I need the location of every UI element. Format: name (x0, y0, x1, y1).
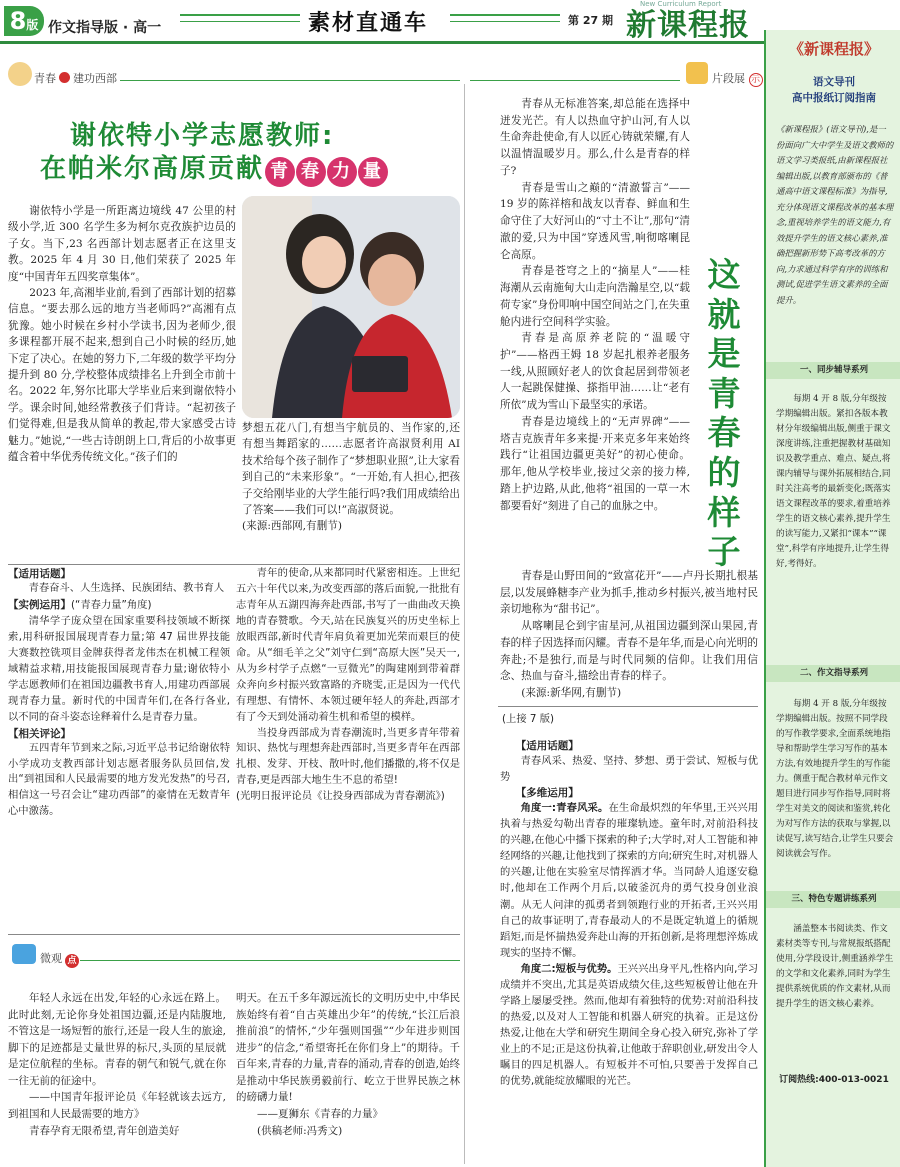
sidebar-series-1-body: 每期 4 开 8 版,分年级按学期编辑出版。紧扣各版本教材分年级编辑出版,侧重于课文深度讲练,注重把握教材基础知识及教学重点、难点、疑点,将课内辅导与课外拓展相结合,同时关注高考的最新变化;既落实语文课程改革的要求,着重培养学生的语文核心素养,提升学生的读写能力,又紧扣“课本”“课堂”,科学有序地提升,让学生得好,考得好。 (776, 394, 891, 570)
vertical-title (695, 255, 753, 572)
sidebar-series-3-heading: 三、特色专题讲练系列 (766, 891, 900, 908)
weiguan-source: ——中国青年报评论员《年轻就该去远方,到祖国和人民最需要的地方》 (8, 1091, 226, 1121)
section-divider (8, 934, 460, 935)
comment-text: 五四青年节到来之际,习近平总书记给谢依特小学成功支教西部计划志愿者服务队员回信,发出“到祖国和人民最需要的地方发光发热”的号召,相信这一号召会让“建功西部”的豪情在无数青年心中激荡。 (8, 741, 230, 818)
sidebar-subtitle-1: 语文导刊 (813, 76, 855, 88)
article-body-right (242, 420, 460, 535)
vertical-title-char: 就 (707, 294, 741, 334)
continued-note: (上接 7 版) (502, 713, 555, 725)
sidebar-hotline: 订阅热线:400-013-0021 (779, 1075, 889, 1085)
tag-dot-icon (59, 72, 70, 83)
topic-text: 青春风采、热爱、坚持、梦想、勇于尝试、短板与优势 (500, 755, 758, 784)
pen-icon (12, 944, 36, 964)
tag-rule (120, 80, 460, 81)
sidebar-series-2-body: 每期 4 开 8 版,分年级按学期编辑出版。按照不同学段的写作教学要求,全面系统地指导和帮助学生学习写作的基本方法,有效地提升学生的写作能力。侧重于配合教材单元作文题目进行同步写作指导,同时将学生对美文的阅读和鉴赏,转化为对写作方法的获取与掌握,以读促写,读写结合,让学生只要会阅读就会写作。 (776, 699, 894, 860)
right-article-bottom (500, 568, 758, 702)
teacher-student-photo-icon (242, 196, 460, 418)
issue-number: 第 27 期 (568, 14, 613, 27)
analysis-column-2 (236, 566, 460, 805)
column-tag-left (34, 70, 117, 86)
sidebar-series-3-body: 涵盖整本书阅读类、作文素材类等专刊,与常规报纸搭配使用,分学段设计,侧重涵养学生的文学和文化素养,同时为学生提供系统优质的作文素材,从而提升学生的语文核心素养。 (776, 924, 894, 1010)
tag-weiguan-a: 微观 (40, 952, 62, 965)
use-angle: (“青春力量”角度) (71, 598, 152, 611)
weiguan-paragraph: 青春孕育无限希望,青年创造美好 (29, 1124, 180, 1137)
analysis-column-1 (8, 566, 230, 820)
article-photo (242, 196, 460, 418)
newspaper-name: 新课程报 (626, 8, 750, 43)
column-rule (464, 84, 465, 1164)
headline-line-2 (40, 148, 388, 187)
comment-paragraph: 青年的使命,从来都同时代紧密相连。上世纪五六十年代以来,为改变西部的落后面貌,一批批有志青年从五湖四海奔赴西部,书写了一曲曲改天换地的青春赞歌。今天,站在民族复兴的历史坐标上放眼西部,新时代青年肩负着更加光荣而艰巨的使命。从“细毛羊之父”刘守仁到“高原大医”吴天一,从为乡村学子点燃“一豆微光”的陶建刚到带着群众奔向乡村振兴致富路的齐晓雯,正是因为一代代有理想、有情怀、本领过硬年轻人的奔赴,西部才有了今天到处涌动着生机和希望的模样。 (236, 567, 460, 723)
tag-rule-right (470, 80, 680, 81)
pencil-icon (686, 62, 708, 84)
headline-line-2-text: 在帕米尔高原贡献 (40, 154, 265, 184)
comment-paragraph: 当投身西部成为青春潮流时,当更多青年带着知识、热忱与理想奔赴西部时,当更多青年在西部扎根、发芽、开枝、散叶时,他们播撒的,将不仅是青春,更是西部大地生生不息的希望! (236, 726, 460, 787)
article-paragraph: 谢依特小学是一所距离边境线 47 公里的村级小学,近 300 名学生多为柯尔克孜族护边员的子女。当下,23 名西部计划志愿者正在这里支教。2025 年 4 月 30 日,他们荣获了 2025 年度“中国青年五四奖章集体”。 (8, 205, 236, 283)
weiguan-paragraph: 年轻人永远在出发,年轻的心永远在路上。此时此刻,无论你身处祖国边疆,还是内陆腹地,不管这是一场短暂的旅行,还是一段人生的旅途,脚下的足迹都是丈量世界的标尺,头顶的星辰就是定位航程的坐标。青春的朝气和锐气,就在你一往无前的征途中。 (8, 992, 226, 1087)
headline-bubble: 青 (265, 157, 295, 187)
vertical-title-char: 的 (707, 452, 741, 492)
right-paragraph: 青春是雪山之巅的“清澈誓言”——19 岁的陈祥榕和战友以青春、鲜血和生命守住了大好河山的“寸土不让”,那句“清澈的爱,只为中国”穿透风雪,响彻喀喇昆仑高原。 (500, 181, 690, 261)
vertical-title-char: 是 (707, 334, 741, 374)
right-paragraph: 青春是苍穹之上的“摘星人”——桂海潮从云南施甸大山走向浩瀚星空,以“载荷专家”身份叩响中国空间站之门,在失重舱内进行空间科学实验。 (500, 265, 690, 328)
headline-line-1: 谢依特小学志愿教师: (70, 121, 335, 151)
edition-label: 作文指导版 · 高一 (48, 20, 162, 36)
article-body-left (8, 203, 236, 466)
sidebar-series-2-heading: 二、作文指导系列 (766, 665, 900, 682)
comment-source: (光明日报评论员《让投身西部成为青春潮流》) (236, 790, 445, 803)
vertical-title-char: 样 (707, 492, 741, 532)
section-divider (498, 706, 758, 707)
section-title: 素材直通车 (308, 10, 429, 36)
headline-bubble: 量 (358, 157, 388, 187)
tag-right-b: 示 (749, 73, 763, 87)
page-number: 8 (9, 7, 27, 35)
page-number-suffix: 版 (26, 18, 39, 32)
right-paragraph: 青春从无标准答案,却总能在选择中迸发光芒。有人以热血守护山河,有人以生命奔赴使命,有人以匠心铸就荣耀,有人以温情温暖岁月。那么,什么是青春的样子? (500, 98, 690, 177)
use-label: 【实例运用】 (8, 598, 71, 611)
vertical-title-char: 子 (707, 532, 741, 572)
student-avatar-icon (8, 62, 32, 86)
weiguan-source: ——夏狮东《青春的力量》 (257, 1108, 383, 1121)
topic-label: 【适用话题】 (515, 740, 579, 752)
angle-1-text: 在生命最炽烈的年华里,王兴兴用执着与热爱勾勒出青春的璀璨轨迹。童年时,对前沿科技的兴趣,在他心中播下探索的种子;大学时,对人工智能和神经网络的兴趣,让他找到了探索的方向;研究生时,对机器人的兴趣,让他在实验室尽情挥洒才华。当同龄人追逐安稳时,他却在工作两个月后,以破釜沉舟的勇气投身创业浪潮。从无人问津的孤勇者到领跑行业的开拓者,王兴兴用自己的故事证明了,青春最动人的不是既定轨道上的循规蹈矩,而是怀揣热爱奔赴山海的开拓创新,是将理想淬炼成现实的坚持不懈。 (500, 802, 758, 959)
article-source: (来源:西部网,有删节) (242, 520, 342, 533)
vertical-title-char: 春 (707, 413, 741, 453)
header-ornament-right (450, 14, 560, 22)
article-paragraph: 2023 年,高湘毕业前,看到了西部计划的招募信息。“要去那么远的地方当老师吗?”高湘有点犹豫。她小时候在乡村小学读书,因为老师少,很多课程都开展不起来,想到自己小时候的经历,她下定了决心。在她的努力下,二年级的数学平均分提升到 80 分,学校整体成绩排名上升到全市前十名。2022 年,努尔比耶大学毕业后来到谢依特小学。课余时间,她经常教孩子们背诗。“起初孩子们觉得难,但是我从简单的教起,带大家感受古诗魅力。”她说,“一些古诗朗朗上口,背后的小故事更蕴含着中华优秀传统文化。”孩子们的 (8, 287, 236, 464)
use-text: 清华学子庞众望在国家重要科技领域不断探索,用科研报国展现青春力量;第 47 届世界技能大赛数控铣项目金牌获得者龙伟杰在机械工程领域精益求精,用技能报国展现青春力量;谢依特小学志愿教师们在祖国边疆教书育人,用建功西部展现青春力量。新时代的中国青年们,在各行各业,以不同的奋斗姿态诠释着什么是青春力量。 (8, 614, 230, 723)
comment-label: 【相关评论】 (8, 727, 71, 740)
headline-bubble: 力 (327, 157, 357, 187)
angle-2-text: 王兴兴出身平凡,性格内向,学习成绩并不突出,尤其是英语成绩欠佳,这些短板曾让他在升学路上屡屡受挫。然而,他却有着独特的优势:对前沿科技的热爱,以及对人工智能和机器人研究的执着。正是这份热爱,让他在大学和研究生期间全身心投入研究,弥补了学业上的不足;正是这份执着,让他敢于辞职创业,研发出令人瞩目的四足机器人。有短板并不可怕,只要善于发挥自己的优势,就能绽放耀眼的光芒。 (500, 962, 758, 1088)
header-ornament-left (180, 14, 300, 22)
right-paragraph: 青春是山野田间的“致富花开”——卢丹长期扎根基层,以发展蜂糖李产业为抓手,推动乡村振兴,被当地村民亲切地称为“甜书记”。 (500, 570, 758, 616)
right-article-top (500, 96, 690, 514)
section-divider (8, 564, 460, 565)
right-paragraph: 青春是高原养老院的“温暖守护”——格西王姆 18 岁起扎根养老服务一线,从照顾好老人的饮食起居到带领老人一起跳保健操、搽指甲油……让“老有所依”成为雪山下最坚实的承诺。 (500, 332, 690, 412)
use-label: 【多维运用】 (515, 787, 579, 800)
vertical-title-char: 这 (707, 255, 741, 294)
column-tag-weiguan (40, 950, 82, 968)
vertical-title-char: 青 (707, 373, 741, 413)
topic-label: 【适用话题】 (8, 568, 71, 580)
tag-left-a: 青春 (34, 72, 56, 85)
teacher-credit: (供稿老师:冯秀文) (257, 1124, 343, 1137)
angle-2-label: 角度二:短板与优势。 (520, 962, 618, 975)
right-paragraph: 从喀喇昆仑到宇宙星河,从祖国边疆到深山果园,青春的样子因选择而闪耀。青春不是年华,而是心向光明的奔赴;不是独行,而是与时代同频的信仰。让我们用信念、热血与奋斗,描绘出青春的样子。 (500, 620, 758, 683)
sequel-body (500, 738, 758, 1089)
article-paragraph: 梦想五花八门,有想当宇航员的、当作家的,还有想当舞蹈家的……志愿者许高淑贤利用 AI 技术给每个孩子制作了“梦想职业照”,让大家看到自己的“未来形象”。“一开始,有人担心,把孩子交给刚毕业的大学生能行吗?我们用成绩给出了答案——我们可以!”高淑贤说。 (242, 422, 460, 517)
right-paragraph: 青春是边境线上的“无声界碑”——塔吉克族青年多来提·开来克多年来始终践行“让祖国边疆更美好”的初心使命。那年,他从学校毕业,接过父亲的接力棒,踏上护边路,从此,他将“祖国的一草一木都要看好”刻进了自己的血脉之中。 (500, 415, 690, 512)
topic-text: 青春奋斗、人生选择、民族团结、教书育人 (28, 582, 225, 594)
angle-1-label: 角度一:青春风采。 (520, 802, 609, 815)
tag-left-b: 建功西部 (73, 72, 117, 85)
sidebar-title: 《新课程报》 (788, 40, 879, 58)
right-source: (来源:新华网,有删节) (521, 687, 622, 700)
sidebar-subtitle-2: 高中报纸订阅指南 (792, 92, 876, 104)
sidebar-series-1-heading: 一、同步辅导系列 (766, 362, 900, 379)
tag-rule (80, 960, 460, 961)
page-number-badge (4, 6, 44, 36)
column-tag-right (712, 70, 763, 87)
tag-weiguan-b: 点 (65, 954, 79, 968)
subscription-sidebar (764, 30, 900, 1167)
paper-english-name: New Curriculum Report (640, 0, 722, 8)
weiguan-column-2 (236, 990, 460, 1139)
headline-bubble: 春 (296, 157, 326, 187)
weiguan-column-1 (8, 990, 226, 1139)
sidebar-intro: 《新课程报》(语文导刊),是一份面向广大中学生及语文教师的语文学习类报纸,由新课程报社编辑出版,以教育部颁布的《普通高中语文课程标准》为指导,充分体现语文课程改革的基本理念,重视培养学生的语文能力,有效提升学生的语文核心素养,准确把握新形势下高考改革的方向,力求通过科学有序的训练和测试,促进学生语文素养的全面提升。 (776, 124, 894, 306)
tag-right-a: 片段展 (712, 72, 745, 85)
weiguan-paragraph: 明天。在五千多年源远流长的文明历史中,中华民族始终有着“自古英雄出少年”的传统,“长江后浪推前浪”的情怀,“少年强则国强”“少年进步则国进步”的信念,“希望寄托在你们身上”的期待。千百年来,青春的力量,青春的涌动,青春的创造,始终是推动中华民族勇毅前行、屹立于世界民族之林的磅礴力量! (236, 992, 460, 1104)
